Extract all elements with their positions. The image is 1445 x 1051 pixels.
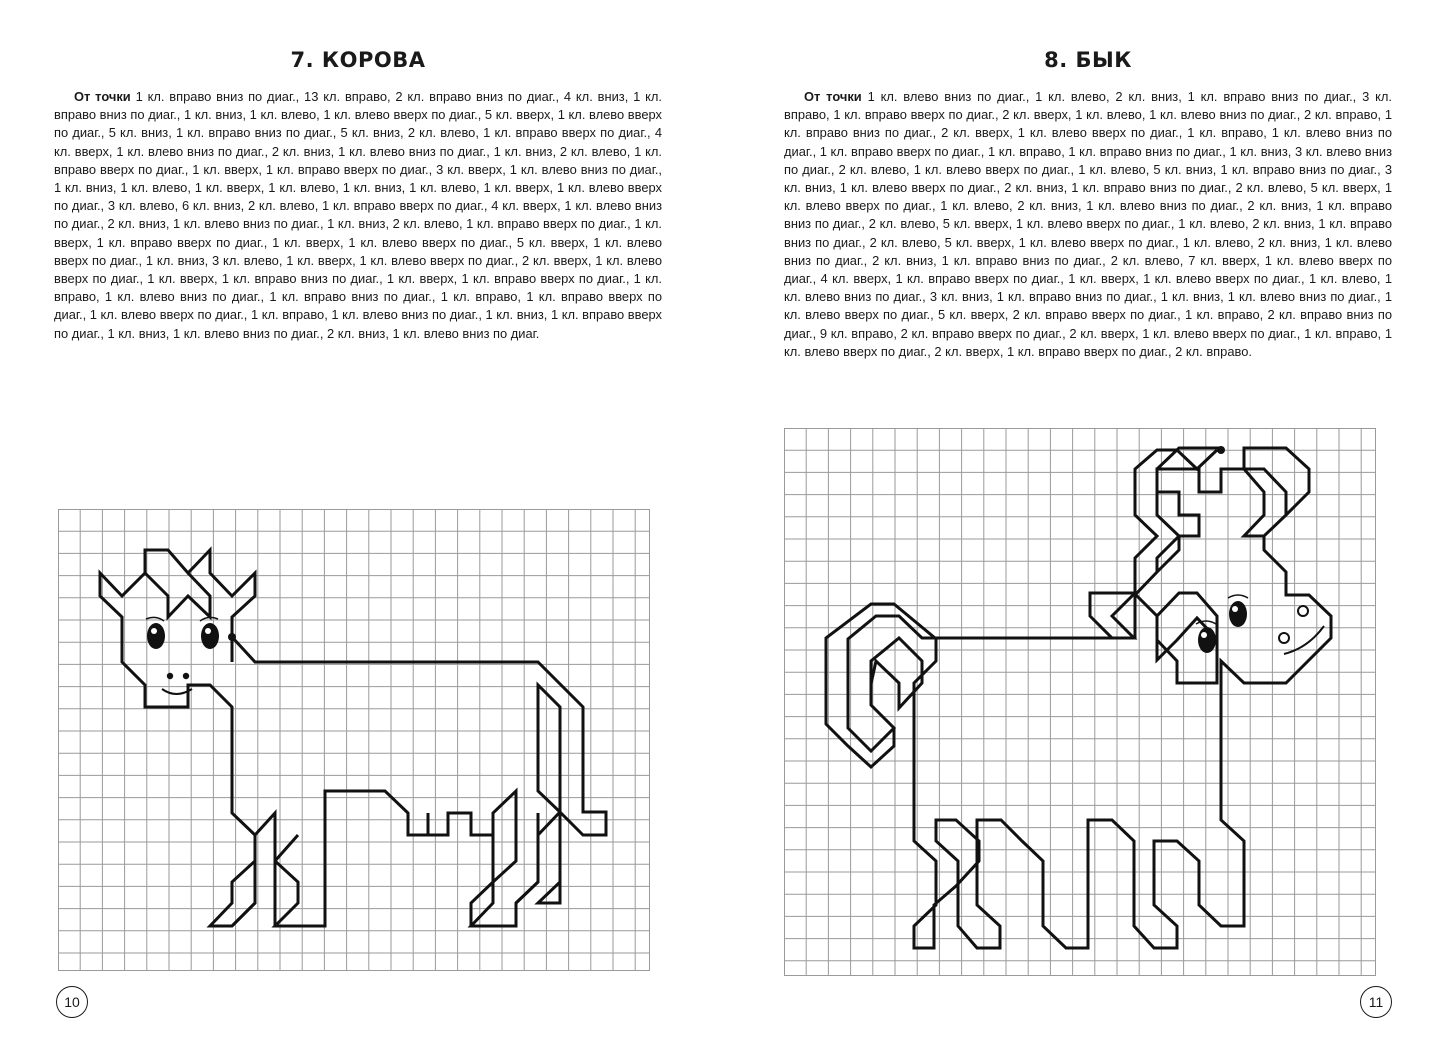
bull-instructions — [784, 88, 1392, 361]
cow-instructions-body: 1 кл. вправо вниз по диаг., 13 кл. вправо, 2 кл. вправо вниз по диаг., 4 кл. вниз, 1 кл. вправо вниз по диаг., 1 кл. вниз, 1 кл. влево, 1 кл. влево вверх по диаг., 5 кл. вверх, 1 кл. влево вверх по диаг., 5 кл. вниз, 1 кл. вправо вниз по диаг., 5 кл. вниз, 2 кл. влево, 1 кл. вправо вверх по диаг., 4 кл. вверх, 1 кл. влево вниз по диаг., 2 кл. вниз, 1 кл. влево вниз по диаг., 1 кл. вниз, 2 кл. влево, 1 кл. вправо вверх по диаг., 1 кл. вверх, 1 кл. вправо вверх по диаг., 3 кл. вверх, 1 кл. влево вниз по диаг., 1 кл. вниз, 1 кл. влево, 1 кл. вверх, 1 кл. влево, 1 кл. вниз, 1 кл. влево, 1 кл. вверх, 1 кл. влево вверх по диаг., 3 кл. влево, 6 кл. вниз, 2 кл. влево, 1 кл. вправо вверх по диаг., 4 кл. вверх, 1 кл. влево вниз по диаг., 2 кл. вниз, 1 кл. влево вниз по диаг., 1 кл. вниз, 2 кл. влево, 1 кл. вправо вверх по диаг., 1 кл. вверх, 1 кл. вправо вверх по диаг., 1 кл. вверх, 1 кл. влево вверх по диаг., 5 кл. вверх, 1 кл. влево вверх по диаг., 1 кл. вниз, 3 кл. влево, 1 кл. вверх, 1 кл. влево вверх по диаг., 2 кл. вверх, 1 кл. влево вверх по диаг., 1 кл. вверх, 1 кл. вправо вниз по диаг., 1 кл. вверх, 1 кл. вправо вверх по диаг., 1 кл. вправо, 1 кл. влево вниз по диаг., 1 кл. вправо вниз по диаг., 1 кл. вправо, 1 кл. вправо вверх по диаг., 1 кл. влево вверх по диаг., 1 кл. вправо, 1 кл. влево вниз по диаг., 1 кл. вниз, 1 кл. вправо вверх по диаг., 1 кл. вниз, 1 кл. влево вниз по диаг., 2 кл. вниз, 1 кл. влево вниз по диаг. — [54, 89, 662, 341]
bull-start-dot — [1217, 446, 1225, 454]
bull-title: 8. БЫК — [1044, 48, 1132, 72]
bull-face — [1196, 446, 1324, 654]
cow-start-dot — [228, 633, 236, 641]
cow-body-outline — [100, 550, 606, 926]
cow-instructions — [54, 88, 662, 343]
page-number-left: 10 — [56, 986, 88, 1018]
cow-grid — [58, 509, 650, 971]
left-page — [0, 0, 722, 1051]
bull-outline — [826, 448, 1331, 948]
cow-udder — [408, 813, 471, 835]
cow-horns — [145, 573, 210, 617]
bull-instructions-lead: От точки — [804, 89, 862, 104]
bull-grid — [784, 428, 1376, 976]
cow-hind-leg-right — [516, 813, 538, 903]
cow-title: 7. КОРОВА — [290, 48, 426, 72]
bull-instructions-body: 1 кл. влево вниз по диаг., 1 кл. влево, 2 кл. вниз, 1 кл. вправо вниз по диаг., 3 кл. вправо, 1 кл. вправо вверх по диаг., 2 кл. вверх, 1 кл. влево, 1 кл. влево вниз по диаг., 2 кл. вправо, 1 кл. вправо вниз по диаг., 2 кл. вверх, 1 кл. влево вверх по диаг., 1 кл. вправо, 1 кл. влево вниз по диаг., 1 кл. вправо вверх по диаг., 1 кл. вправо, 1 кл. вправо вниз по диаг., 1 кл. вниз, 3 кл. влево вниз по диаг., 2 кл. влево, 1 кл. влево вверх по диаг., 1 кл. влево, 5 кл. вниз, 1 кл. вправо вниз по диаг., 3 кл. вниз, 1 кл. влево вверх по диаг., 2 кл. вниз, 1 кл. вправо вниз по диаг., 2 кл. влево, 5 кл. вверх, 1 кл. влево вверх по диаг., 1 кл. влево, 2 кл. вниз, 1 кл. влево вниз по диаг., 2 кл. вниз, 1 кл. вправо вниз по диаг., 2 кл. влево, 5 кл. вверх, 1 кл. влево вверх по диаг., 1 кл. влево, 2 кл. вниз, 1 кл. вправо вниз по диаг., 2 кл. влево, 5 кл. вверх, 1 кл. влево вверх по диаг., 1 кл. влево, 2 кл. вниз, 1 кл. влево вниз по диаг., 2 кл. вниз, 1 кл. вправо вниз по диаг., 2 кл. влево, 7 кл. вверх, 1 кл. влево вверх по диаг., 4 кл. вверх, 1 кл. вправо вверх по диаг., 1 кл. вверх, 1 кл. влево вверх по диаг., 1 кл. влево, 1 кл. влево вниз по диаг., 3 кл. вниз, 1 кл. вправо вниз по диаг., 1 кл. вниз, 1 кл. влево вниз по диаг., 1 кл. влево вверх по диаг., 5 кл. вверх, 2 кл. вправо вверх по диаг., 1 кл. вправо, 2 кл. вправо вниз по диаг., 9 кл. вправо, 2 кл. вправо вверх по диаг., 2 кл. вверх, 1 кл. влево вверх по диаг., 1 кл. вправо, 1 кл. влево вверх по диаг., 2 кл. вверх, 1 кл. вправо вверх по диаг., 2 кл. вправо. — [784, 89, 1392, 359]
cow-instructions-lead: От точки — [74, 89, 131, 104]
right-page — [722, 0, 1445, 1051]
page-number-right: 11 — [1360, 986, 1392, 1018]
